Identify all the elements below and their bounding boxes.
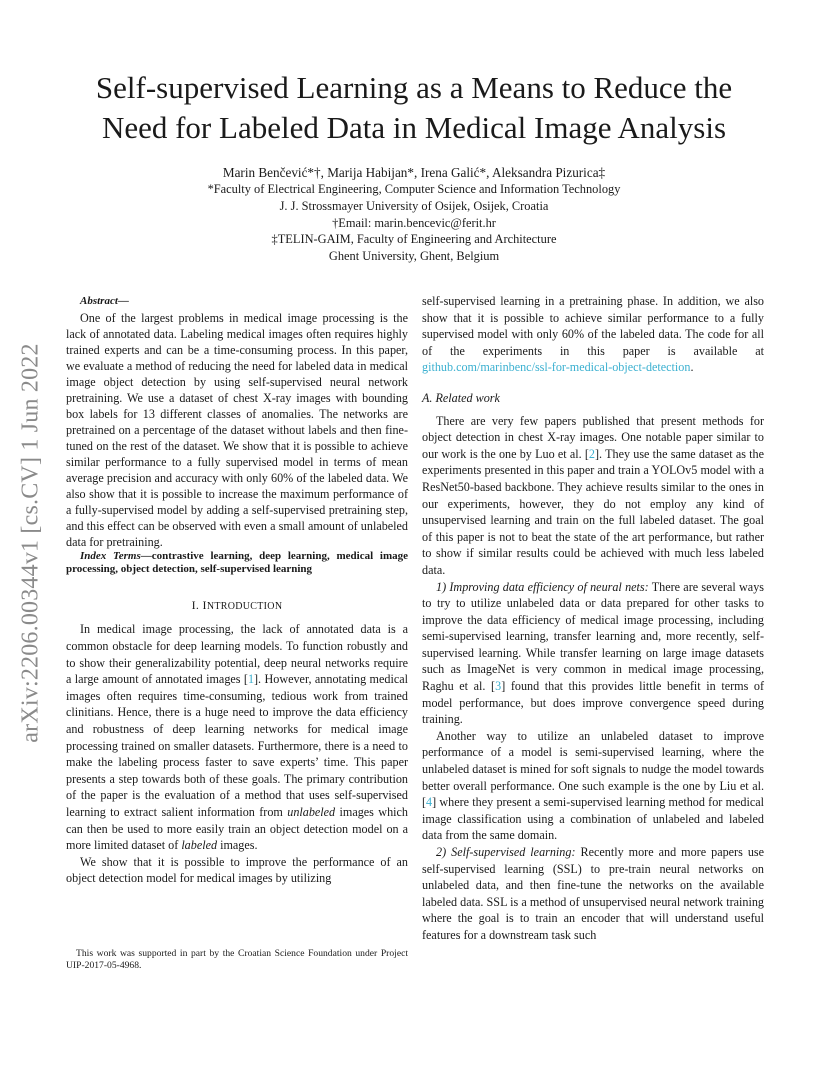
- section-number: I.: [191, 597, 203, 612]
- author-list: Marin Benčević*†, Marija Habijan*, Irena Galić*, Aleksandra Pizurica‡: [222, 165, 606, 180]
- abstract-text: One of the largest problems in medical image processing is the lack of annotated data. Labeling medical images often requires highly trained experts and can be a time-consuming process. In this paper, we evaluate a method of reducing the need for labeled data in medical image object detection by using self-supervised neural network pretraining. We use a dataset of chest X-ray images with bounding box labels for 13 different classes of anomalies. The networks are pretrained on a percentage of the dataset without labels and then fine-tuned on the rest of the dataset. We show that it is possible to achieve similar performance to a fully supervised model in terms of mean average precision and accuracy with only 60% of the labeled data. We also show that it is possible to increase the maximum performance of a fully-supervised model by adding a self-supervised pretraining step, and this effect can be observed with even a small amount of unlabeled data for pretraining.: [66, 310, 408, 549]
- arxiv-stamp: [0, 343, 72, 743]
- citation-link[interactable]: 3: [495, 679, 502, 694]
- section-heading-initial: I: [202, 597, 207, 612]
- affiliation-4: Ghent University, Ghent, Belgium: [328, 249, 500, 263]
- right-column: [422, 293, 764, 944]
- arxiv-stamp-text: arXiv:2206.00344v1 [cs.CV] 1 Jun 2022: [17, 343, 44, 743]
- subsubsection-heading-self-supervised: 2) Self-supervised learning:: [436, 845, 576, 859]
- citation-link[interactable]: 2: [588, 446, 595, 461]
- subsubsection-heading-data-efficiency: 1) Improving data efficiency of neural nets:: [436, 579, 649, 594]
- section-heading-introduction: [66, 597, 408, 616]
- related-work-paragraph: There are very few papers published that present methods for object detection in chest X-ray images. One notable paper similar to our work is the one by Luo et al. [2]. They use the same dataset as the experiments presented in this paper and train a YOLOv5 model with a ResNet50-based backbone. They achieve results similar to the ones in our experiments, however, they do not employ any kind of unsupervised learning and train on the full labeled dataset. The goal of this paper is not to beat the state of the art performance, but rather to show if similar results could be achieved with much less labeled data.: [422, 413, 764, 577]
- paper-title: [40, 68, 788, 148]
- title-line-1: Self-supervised Learning as a Means to Reduce the: [95, 70, 733, 105]
- intro-paragraph-1: In medical image processing, the lack of annotated data is a common obstacle for deep learning models. To function robustly and to show their generalizability potential, deep neural networks require a large amount of annotated images [1]. However, annotating medical images often requires time-consuming, tedious work from trained clinitians. Hence, there is a huge need to improve the data efficiency and robustness of deep learning networks for medical image processing trained on smaller datasets. Furthermore, there is a need to make the labeling process faster to save experts’ time. This paper presents a step towards both of these goals. The primary contribution of the paper is the evaluation of a method that uses self-supervised learning to extract salient information from unlabeled images which can then be used to more easily train an object detection model on a more limited dataset of labeled images.: [66, 622, 408, 853]
- affiliation-2: J. J. Strossmayer University of Osijek, Osijek, Croatia: [279, 199, 549, 213]
- affiliation-1: *Faculty of Electrical Engineering, Computer Science and Information Technology: [207, 182, 621, 196]
- email-line: †Email: marin.bencevic@ferit.hr: [332, 216, 496, 230]
- title-line-2: Need for Labeled Data in Medical Image Analysis: [101, 110, 727, 145]
- left-column: [66, 293, 408, 887]
- section-heading-rest: NTRODUCTION: [206, 600, 283, 612]
- citation-link[interactable]: 4: [426, 795, 433, 810]
- intro-continuation: self-supervised learning in a pretraining phase. In addition, we also show that it is possible to achieve similar performance to a fully supervised model with only 60% of the labeled data. The code for all of the experiments in this paper is available at github.com/marinbenc/ssl-for-medical-object-detection.: [422, 294, 764, 375]
- data-efficiency-paragraph: 1) Improving data efficiency of neural nets: There are several ways to try to utilize unlabeled data or data prepared for other tasks to improve the data efficiency of medical image processing, including semi-supervised learning, transfer learning and, more recently, self-supervised learning. While transfer learning on large image datasets such as ImageNet is very common in medical image processing, Raghu et al. [3] found that this provides little benefit in terms of model performance, but does improve convergence speed during training.: [422, 579, 765, 727]
- intro-paragraph-2: We show that it is possible to improve the performance of an object detection model for medical images by utilizing: [66, 854, 408, 886]
- index-terms-label: Index Terms: [80, 549, 141, 562]
- index-terms: [66, 550, 408, 577]
- code-repository-link[interactable]: github.com/marinbenc/ssl-for-medical-object-detection: [422, 360, 691, 375]
- footnote: [66, 948, 408, 972]
- affiliation-3: ‡TELIN-GAIM, Faculty of Engineering and Architecture: [271, 232, 557, 246]
- subsection-heading-related-work: A. Related work: [422, 390, 500, 405]
- index-terms-text: —contrastive learning, deep learning, medical image processing, object detection, self-supervised learning: [66, 549, 408, 576]
- footnote-text: This work was supported in part by the Croatian Science Foundation under Project UIP-2017-05-4968.: [66, 948, 408, 971]
- self-supervised-paragraph: 2) Self-supervised learning: Recently more and more papers use self-supervised learning (SSL) to pre-train neural networks on unlabeled data, and then fine-tune the networks on the available labeled data. SSL is a method of unsupervised neural network training where the goal is to train an encoder that will understand useful features for a downstream task such: [422, 845, 764, 942]
- abstract-heading: Abstract—: [80, 295, 129, 307]
- semi-supervised-paragraph: Another way to utilize an unlabeled dataset to improve performance of a model is semi-supervised learning, where the unlabeled dataset is mined for soft signals to nudge the model towards better overall performance. One such example is the one by Liu et al. [4] where they present a semi-supervised learning method for medical image classification using a combination of unlabeled and labeled data from the same domain.: [422, 728, 764, 843]
- citation-link[interactable]: 1: [247, 672, 255, 687]
